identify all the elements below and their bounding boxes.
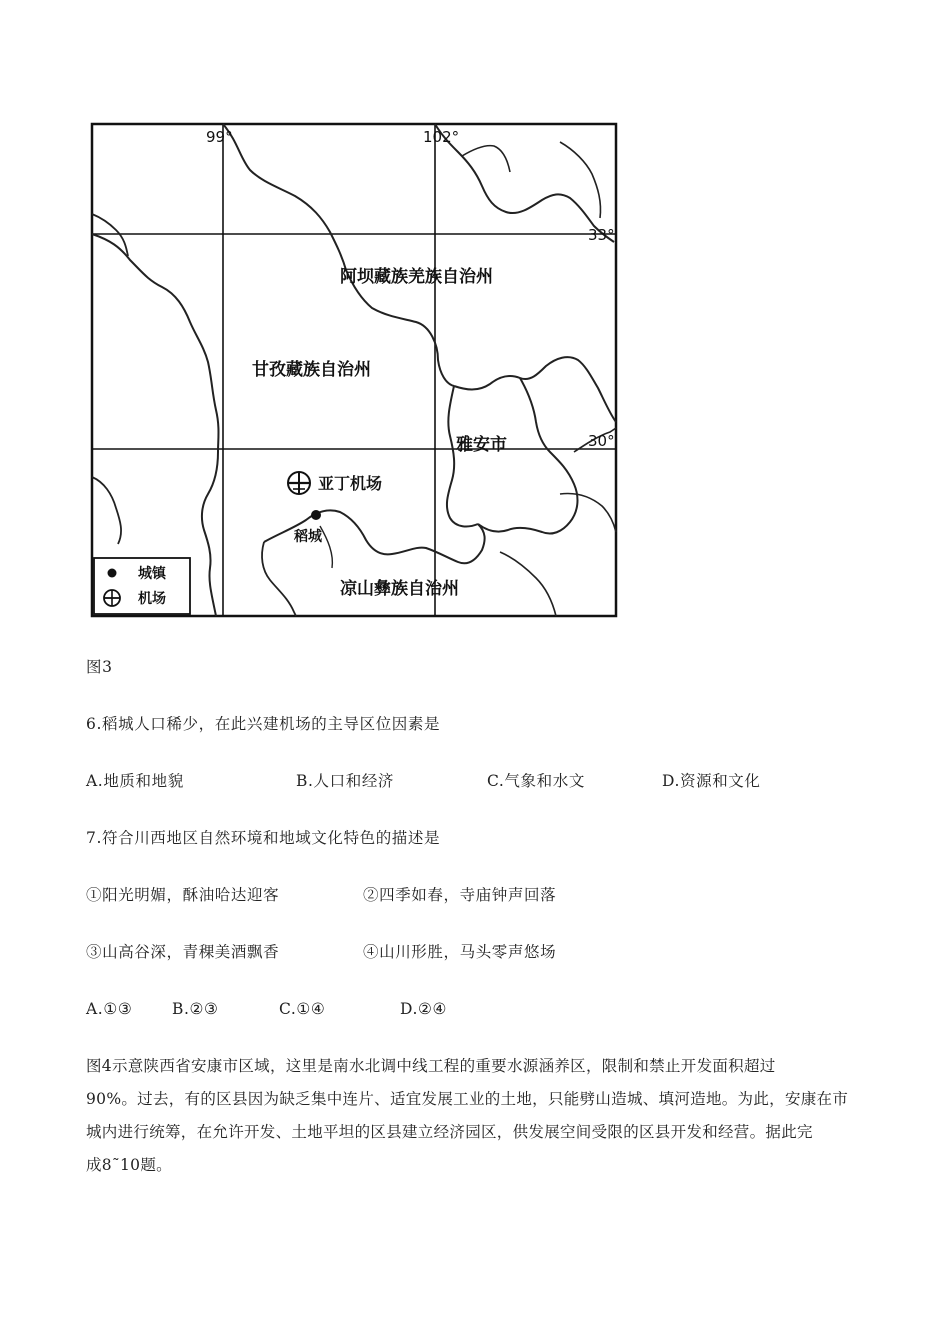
q7-option-c: C.①④	[279, 1000, 326, 1018]
airport-icon	[288, 472, 310, 494]
figure-caption: 图3	[86, 658, 113, 676]
lon-label-99: 99°	[206, 128, 233, 146]
passage-line-2: 90%。过去，有的区县因为缺乏集中连片、适宜发展工业的土地，只能劈山造城、填河造地。为此，安康在市	[86, 1090, 849, 1108]
q7-item-1: ①阳光明媚，酥油哈达迎客	[86, 886, 280, 904]
q7-stem: 7.符合川西地区自然环境和地域文化特色的描述是	[86, 829, 441, 847]
map-figure	[90, 122, 618, 618]
q6-option-a: A.地质和地貌	[86, 772, 184, 790]
q7-option-b: B.②③	[172, 1000, 219, 1018]
region-label-ganzi: 甘孜藏族自治州	[252, 360, 371, 380]
region-label-yaan: 雅安市	[456, 435, 507, 455]
lat-label-33: 33°	[588, 226, 615, 244]
q6-option-d: D.资源和文化	[662, 772, 761, 790]
lat-label-30: 30°	[588, 432, 615, 450]
town-dot	[311, 510, 321, 520]
town-label: 稻城	[294, 529, 322, 545]
q6-option-c: C.气象和水文	[487, 772, 585, 790]
lon-label-102: 102°	[423, 128, 460, 146]
q7-option-a: A.①③	[86, 1000, 133, 1018]
legend-town-dot	[108, 569, 117, 578]
legend-airport-label: 机场	[138, 591, 166, 607]
q7-option-d: D.②④	[400, 1000, 447, 1018]
legend-town-label: 城镇	[138, 566, 166, 582]
region-label-liangshan: 凉山彝族自治州	[340, 579, 459, 599]
q6-stem: 6.稻城人口稀少，在此兴建机场的主导区位因素是	[86, 715, 441, 733]
airport-label: 亚丁机场	[318, 474, 383, 493]
q6-option-b: B.人口和经济	[296, 772, 395, 790]
q7-item-3: ③山高谷深，青稞美酒飘香	[86, 943, 280, 961]
q7-item-2: ②四季如春，寺庙钟声回落	[363, 886, 557, 904]
map-svg	[90, 122, 618, 618]
passage-line-4: 成8˜10题。	[86, 1156, 172, 1174]
passage-line-1: 图4示意陕西省安康市区域，这里是南水北调中线工程的重要水源涵养区，限制和禁止开发面积超过	[86, 1057, 776, 1075]
passage-line-3: 城内进行统筹，在允许开发、土地平坦的区县建立经济园区，供发展空间受限的区县开发和经营。据此完	[86, 1123, 813, 1141]
region-label-aba: 阿坝藏族羌族自治州	[340, 267, 493, 287]
passage	[86, 1050, 866, 1182]
legend-airport-icon	[104, 590, 120, 606]
q7-item-4: ④山川形胜，马头零声悠场	[363, 943, 557, 961]
